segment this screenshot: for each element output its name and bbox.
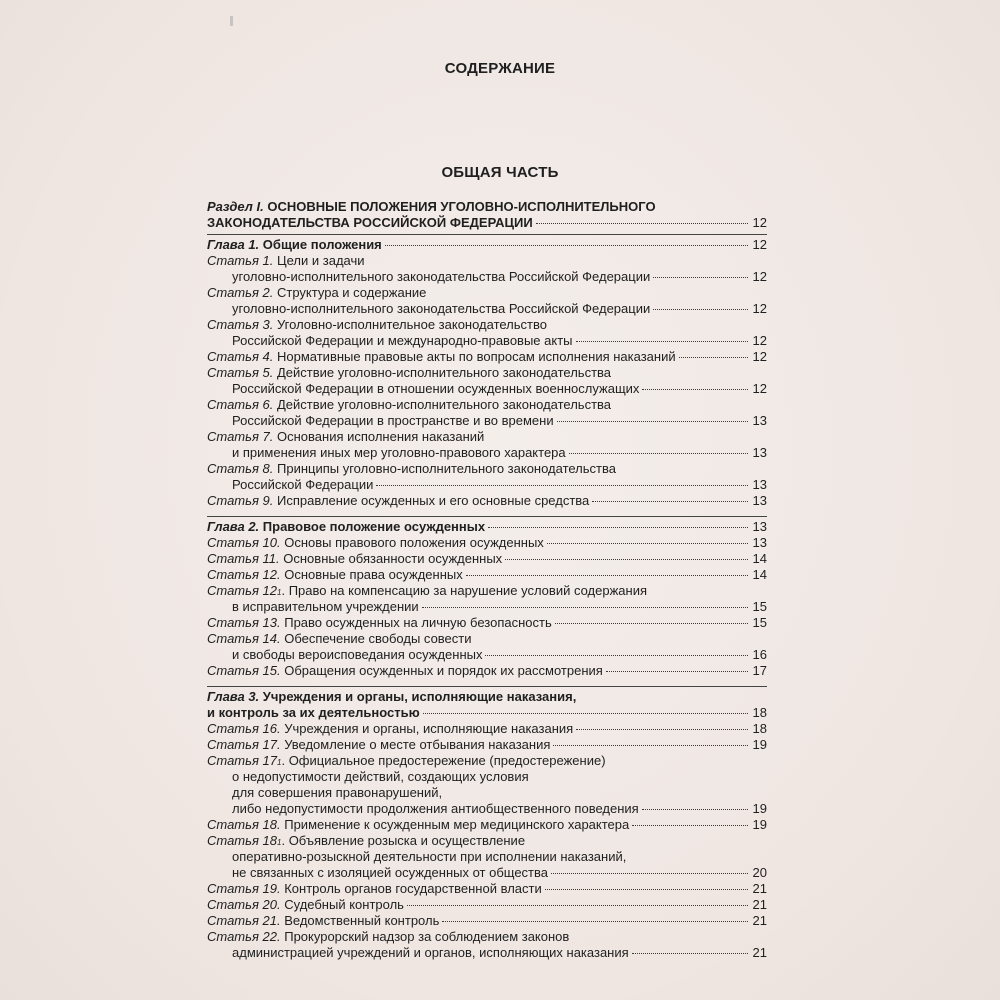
page-number: 12 [752,215,767,230]
article-row [207,253,767,269]
article-label: Статья 10. [207,535,281,550]
contents-heading: СОДЕРЖАНИЕ [444,60,556,77]
page-number: 14 [752,567,767,582]
article-title-line: оперативно-розыскной деятельности при исполнении наказаний, [232,849,627,864]
dot-leader [557,421,748,422]
article-row: Статья 18 1 . Объявление розыска и осуществление [207,833,526,848]
article-title-line: Российской Федерации [232,477,374,492]
section-title-line: ОСНОВНЫЕ ПОЛОЖЕНИЯ УГОЛОВНО-ИСПОЛНИТЕЛЬНОГО [267,199,656,214]
chapter-label: Глава 2. [207,519,260,534]
article-label: Статья 5. [207,365,274,380]
article-title-line: либо недопустимости продолжения антиобщественного поведения [232,801,639,816]
dot-leader [653,277,748,278]
dot-leader [422,607,748,608]
article-label: Статья 21. [207,913,281,928]
article-title-line: Обращения осужденных и порядок их рассмотрения [284,663,603,678]
article-label: Статья 2. [207,285,274,300]
article-row [207,445,767,461]
dot-leader [376,485,748,486]
article-entry [207,721,767,737]
article-row [207,461,767,477]
article-row [207,349,767,365]
article-title-line: Судебный контроль [284,897,404,912]
article-label: Статья 9. [207,493,274,508]
article-title-line: Действие уголовно-исполнительного законодательства [277,365,612,380]
dot-leader [536,223,748,224]
article-title-line: в исправительном учреждении [232,599,419,614]
article-entry [207,317,767,349]
page-number: 13 [752,445,767,460]
dot-leader [466,575,748,576]
article-entry [207,349,767,365]
article-row [207,647,767,663]
article-row [207,567,767,583]
article-row [207,663,767,679]
article-label: Статья 8. [207,461,274,476]
article-row [207,317,767,333]
article-entry [207,397,767,429]
chapter-title-row [207,705,767,721]
article-title-line: Обеспечение свободы совести [284,631,472,646]
article-row [207,721,767,737]
page-number: 16 [752,647,767,662]
dot-leader [679,357,748,358]
article-entry [207,817,767,833]
article-title-line: Российской Федерации и международно-правовые акты [232,333,573,348]
article-title-line: Право осужденных на личную безопасность [284,615,552,630]
article-row [207,397,767,413]
article-entry [207,551,767,567]
dot-leader [385,245,748,246]
page-number: 19 [752,801,767,816]
chapter-title-line: Общие положения [262,237,382,252]
article-title-line: и применения иных мер уголовно-правового характера [232,445,566,460]
article-title-line: Прокурорский надзор за соблюдением законов [284,929,570,944]
article-title-line: Нормативные правовые акты по вопросам исполнения наказаний [277,349,676,364]
page-number: 13 [752,519,767,534]
article-label: Статья 22. [207,929,281,944]
article-row [207,301,767,317]
article-label: Статья 16. [207,721,281,736]
page-number: 12 [752,333,767,348]
article-row: Статья 17 1 . Официальное предостережение (предостережение) [207,753,606,768]
page-number: 13 [752,413,767,428]
article-title-line: Учреждения и органы, исполняющие наказания [284,721,574,736]
article-label: Статья 11. [207,551,280,566]
article-row [207,381,767,397]
chapter-title-line: Правовое положение осужденных [262,519,486,534]
article-title-line: Российской Федерации в отношении осужденных военнослужащих [232,381,640,396]
article-entry [207,461,767,493]
article-label: Статья 18. [207,817,281,832]
article-row [207,737,767,753]
page-number: 21 [752,897,767,912]
article-row: Статья 12 1 . Право на компенсацию за нарушение условий содержания [207,583,647,598]
chapter-title-row [207,519,767,535]
article-title-line: Применение к осужденным мер медицинского характера [284,817,630,832]
article-row [207,817,767,833]
article-row [207,269,767,285]
page-number: 19 [752,737,767,752]
article-entry [207,535,767,551]
page-number: 21 [752,913,767,928]
dot-leader [555,623,748,624]
page-number: 15 [752,599,767,614]
page-number: 17 [752,663,767,678]
article-title-line: Ведомственный контроль [284,913,440,928]
article-title-line: Официальное предостережение (предостережение) [288,753,606,768]
article-entry [207,615,767,631]
article-row [207,333,767,349]
article-title-line: о недопустимости действий, создающих условия [232,769,529,784]
article-title-line: Уведомление о месте отбывания наказания [284,737,551,752]
article-title-line: Основные права осужденных [284,567,463,582]
chapter-title-row [207,689,767,705]
article-label: Статья 13. [207,615,281,630]
chapter-entry [207,516,767,535]
article-row [207,801,767,817]
dot-leader [606,671,748,672]
article-row [207,865,767,881]
article-entry [207,429,767,461]
section-entry [207,199,767,234]
page-number: 12 [752,349,767,364]
dot-leader [576,341,748,342]
page-number: 19 [752,817,767,832]
article-entry [207,913,767,929]
page-number: 12 [752,269,767,284]
article-row [207,285,767,301]
article-row [207,785,767,801]
article-title-line: Основания исполнения наказаний [277,429,485,444]
article-title-line: Исправление осужденных и его основные средства [277,493,590,508]
article-row [207,493,767,509]
dot-leader [423,713,748,714]
page-number: 12 [752,301,767,316]
page-number: 18 [752,705,767,720]
article-row [207,929,767,945]
article-entry [207,897,767,913]
article-label: Статья 15. [207,663,281,678]
page-number: 14 [752,551,767,566]
article-entry [207,881,767,897]
article-entry [207,753,767,817]
article-entry [207,737,767,753]
dot-leader [505,559,748,560]
article-title-line: администрацией учреждений и органов, исполняющих наказания [232,945,629,960]
page-number: 21 [752,945,767,960]
page-mark [230,16,233,26]
article-label: Статья 20. [207,897,281,912]
article-title-line: для совершения правонарушений, [232,785,443,800]
article-title-line: Объявление розыска и осуществление [288,833,526,848]
article-title-line: Уголовно-исполнительное законодательство [277,317,547,332]
article-label: Статья 17. [207,737,281,752]
dot-leader [551,873,748,874]
article-entry [207,493,767,509]
article-row [207,477,767,493]
article-row [207,897,767,913]
dot-leader [576,729,748,730]
dot-leader [545,889,748,890]
article-entry [207,631,767,663]
dot-leader [569,453,748,454]
article-label: Статья 12 [207,583,277,598]
article-label: Статья 17 [207,753,277,768]
page-number: 20 [752,865,767,880]
article-label: Статья 1. [207,253,274,268]
article-row [207,945,767,961]
chapter-label: Глава 3. [207,689,260,704]
article-entry [207,253,767,285]
article-entry [207,929,767,961]
article-title-line: уголовно-исполнительного законодательства Российской Федерации [232,301,651,316]
article-row [207,429,767,445]
dot-leader [547,543,748,544]
article-title-line: Цели и задачи [277,253,365,268]
chapter-title-row [207,237,767,253]
dot-leader [592,501,748,502]
section-title-line: ЗАКОНОДАТЕЛЬСТВА РОССИЙСКОЙ ФЕДЕРАЦИИ [207,215,533,230]
dot-leader [632,953,748,954]
chapter-title-line: и контроль за их деятельностью [207,705,420,720]
chapter-title-line: Учреждения и органы, исполняющие наказания, [262,689,577,704]
dot-leader [553,745,748,746]
chapter-entry [207,686,767,721]
article-title-line: Основы правового положения осужденных [284,535,544,550]
dot-leader [653,309,748,310]
article-title-line: Основные обязанности осужденных [283,551,503,566]
article-row [207,631,767,647]
dot-leader [485,655,748,656]
chapter-label: Глава 1. [207,237,260,252]
page-number: 18 [752,721,767,736]
article-label: Статья 6. [207,397,274,412]
dot-leader [642,389,748,390]
article-title-line: Контроль органов государственной власти [284,881,542,896]
article-row [207,769,767,785]
article-entry [207,365,767,397]
dot-leader [407,905,748,906]
article-row [207,913,767,929]
article-title-line: Принципы уголовно-исполнительного законодательства [277,461,616,476]
page-number: 12 [752,237,767,252]
article-row [207,413,767,429]
article-row [207,365,767,381]
dot-leader [632,825,748,826]
article-label: Статья 19. [207,881,281,896]
article-entry [207,663,767,679]
article-entry [207,285,767,317]
article-label: Статья 14. [207,631,281,646]
page-number: 15 [752,615,767,630]
article-entry [207,583,767,615]
dot-leader [642,809,748,810]
chapter-entry [207,234,767,253]
article-row [207,881,767,897]
article-label: Статья 4. [207,349,274,364]
article-label: Статья 18 [207,833,277,848]
general-part-heading: ОБЩАЯ ЧАСТЬ [441,164,559,181]
section-label: Раздел I. [207,199,264,214]
article-label: Статья 12. [207,567,281,582]
page-number: 13 [752,477,767,492]
article-title-line: Действие уголовно-исполнительного законодательства [277,397,612,412]
article-title-line: не связанных с изоляцией осужденных от общества [232,865,549,880]
article-row [207,535,767,551]
chapter-list [207,234,767,961]
table-of-contents [207,199,767,961]
article-row [207,615,767,631]
article-label: Статья 3. [207,317,274,332]
page-number: 13 [752,535,767,550]
page-number: 21 [752,881,767,896]
dot-leader [442,921,748,922]
article-title-line: Структура и содержание [277,285,427,300]
article-row [207,849,767,865]
article-entry [207,833,767,881]
article-title-line: и свободы вероисповедания осужденных [232,647,483,662]
article-title-line: Российской Федерации в пространстве и во времени [232,413,554,428]
dot-leader [488,527,748,528]
article-title-line: Право на компенсацию за нарушение условий содержания [288,583,647,598]
article-row [207,551,767,567]
article-entry [207,567,767,583]
page-number: 13 [752,493,767,508]
article-label: Статья 7. [207,429,274,444]
article-title-line: уголовно-исполнительного законодательства Российской Федерации [232,269,651,284]
article-row [207,599,767,615]
page-number: 12 [752,381,767,396]
